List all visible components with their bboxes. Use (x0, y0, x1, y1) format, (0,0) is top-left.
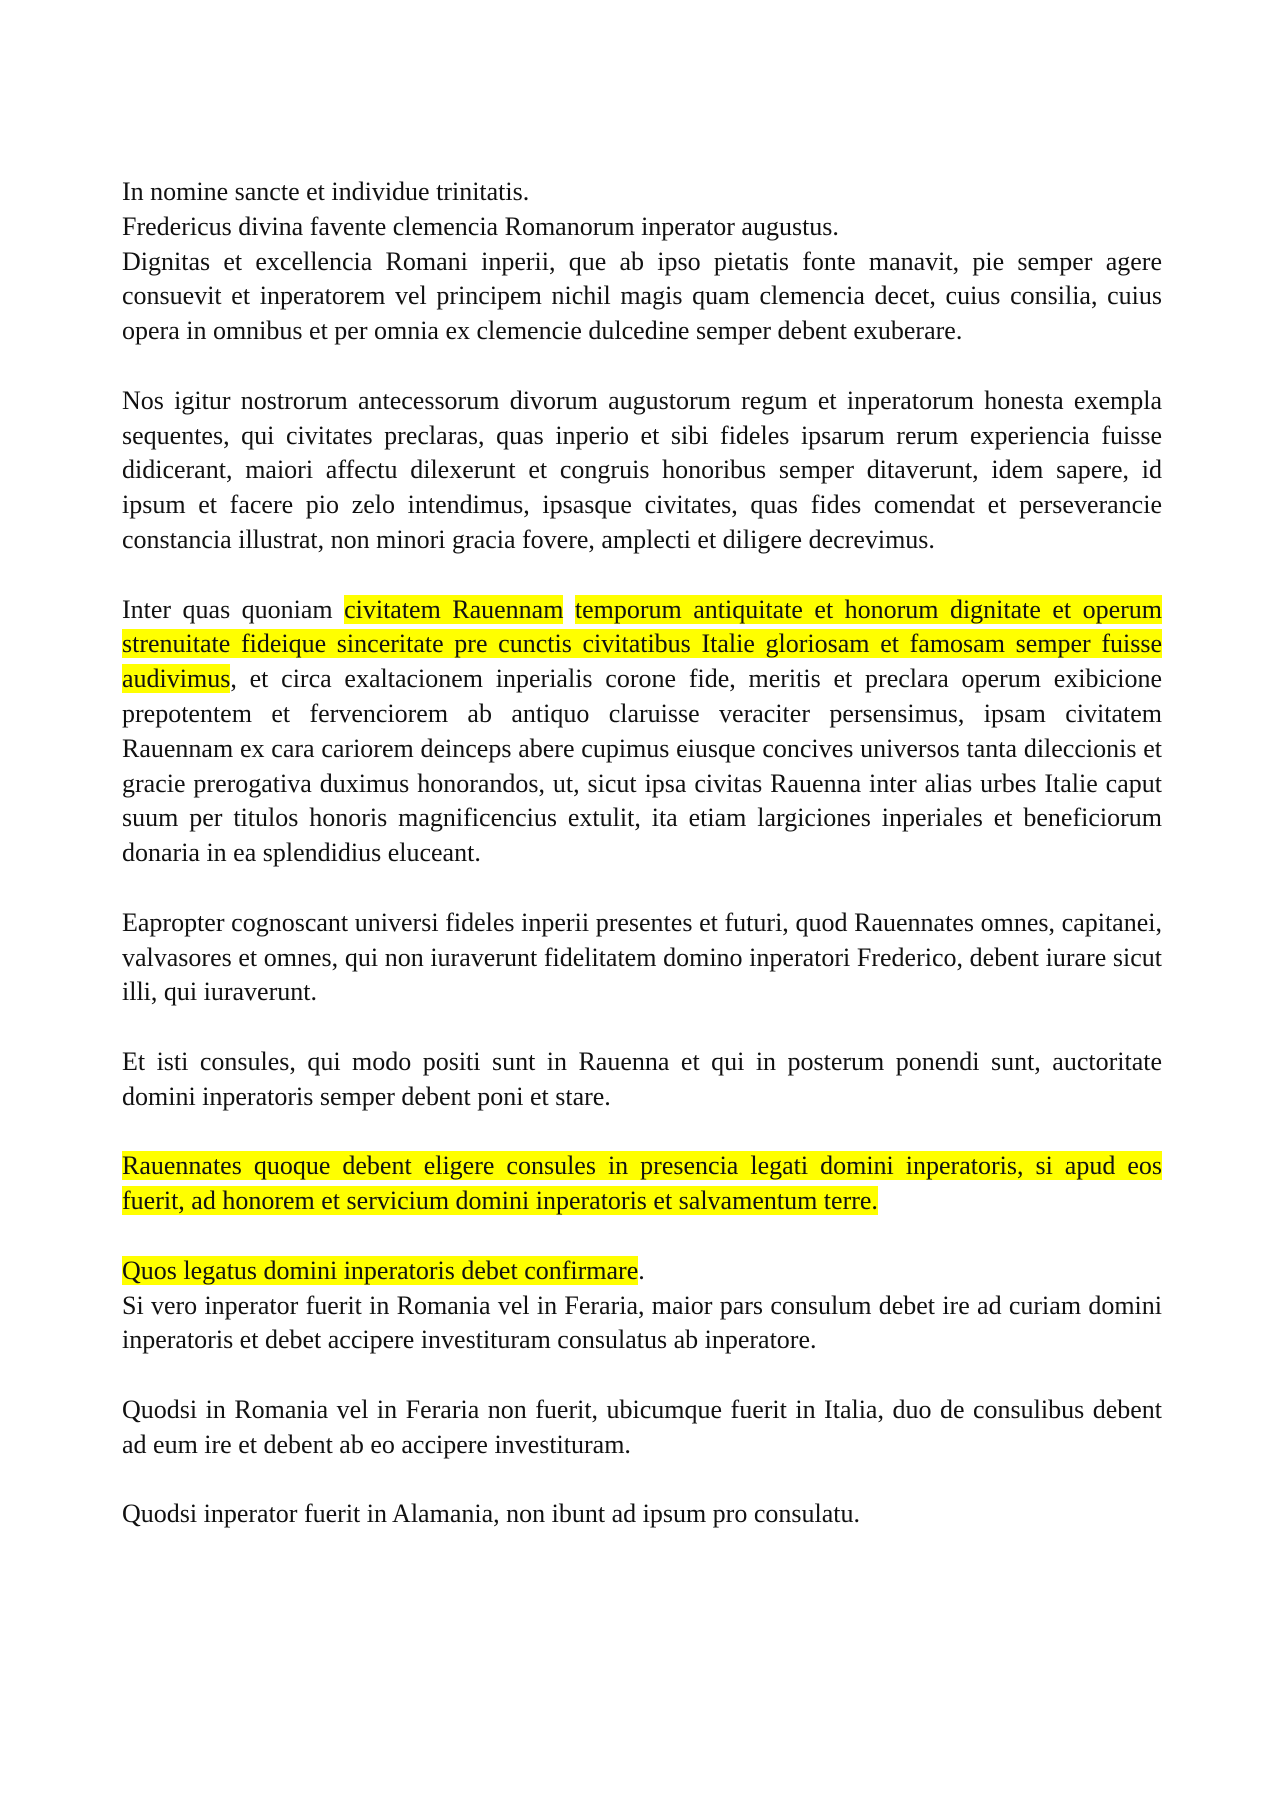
ravenna-text-start: Inter quas quoniam (122, 594, 345, 624)
highlight-civitatem-rauennam: civitatem Rauennam (344, 594, 564, 624)
document-page (122, 175, 1162, 1532)
italia-paragraph: Quodsi in Romania vel in Feraria non fuerit, ubicumque fuerit in Italia, duo de consulibus debent ad eum ire et debent ab eo accipere investituram. (122, 1394, 1162, 1459)
confirmare-line (122, 1254, 1162, 1289)
romania-feraria-paragraph: Si vero inperator fuerit in Romania vel in Feraria, maior pars consulum debet ire ad curiam domini inperatoris et debet accipere investituram consulatus ab inperatore. (122, 1290, 1162, 1355)
ravenna-text-end: , et circa exaltacionem inperialis corone fide, meritis et preclara operum exibicione prepotentem et fervenciorem ab antiquo claruisse veraciter persensimus, ipsam civitatem Rauennam ex cara cariorem deinceps abere cupimus eiusque concives universos tanta dileccionis et gracie prerogativa duximus honorandos, ut, sicut ipsa civitas Rauenna inter alias urbes Italie caput suum per titulos honoris magnificencius extulit, ita etiam largiciones inperiales et beneficiorum donaria in ea splendidius eluceant. (122, 664, 1162, 868)
invocation-line: In nomine sancte et individue trinitatis. (122, 177, 530, 206)
arenga-paragraph: Dignitas et excellencia Romani inperii, que ab ipso pietatis fonte manavit, pie semper agere consuevit et inperatorem vel principem nichil magis quam clemencia decet, cuius consilia, cuius opera in omnibus et per omnia ex clemencie dulcedine semper debent exuberare. (122, 246, 1162, 346)
eapropter-paragraph: Eapropter cognoscant universi fideles inperii presentes et futuri, quod Rauennates omnes, capitanei, valvasores et omnes, qui non iuraverunt fidelitatem domino inperatori Frederico, debent iurare sicut illi, qui iuraverunt. (122, 907, 1162, 1007)
eligere-consules-paragraph (122, 1149, 1162, 1219)
ravenna-paragraph (122, 593, 1162, 871)
alamania-paragraph: Quodsi inperator fuerit in Alamania, non ibunt ad ipsum pro consulatu. (122, 1499, 860, 1529)
highlight-confirmare: Quos legatus domini inperatoris debet confirmare (122, 1255, 639, 1285)
highlight-eligere-consules: Rauennates quoque debent eligere consules in presencia legati domini inperatoris, si apud eos fuerit, ad honorem et servicium domini inperatoris et salvamentum terre. (122, 1151, 1162, 1216)
confirmare-period: . (638, 1255, 645, 1285)
intitulatio-line: Fredericus divina favente clemencia Romanorum inperator augustus. (122, 211, 839, 241)
highlight-temporum-antiquitate: temporum antiquitate et honorum dignitate et operum strenuitate fideique sinceritate pre cunctis civitatibus Italie gloriosam et famosam semper fuisse audivimus (122, 594, 1162, 694)
ravenna-text-space (563, 595, 574, 624)
consules-paragraph: Et isti consules, qui modo positi sunt in Rauenna et qui in posterum ponendi sunt, auctoritate domini inperatoris semper debent poni et stare. (122, 1046, 1162, 1111)
narratio-paragraph: Nos igitur nostrorum antecessorum divorum augustorum regum et inperatorum honesta exempla sequentes, qui civitates preclaras, quas inperio et sibi fideles ipsarum rerum experiencia fuisse didicerant, maiori affectu dilexerunt et congruis honoribus semper ditaverunt, idem sapere, id ipsum et facere pio zelo intendimus, ipsasque civitates, quas fides comendat et perseverancie constancia illustrat, non minori gracia fovere, amplecti et diligere decrevimus. (122, 385, 1162, 554)
